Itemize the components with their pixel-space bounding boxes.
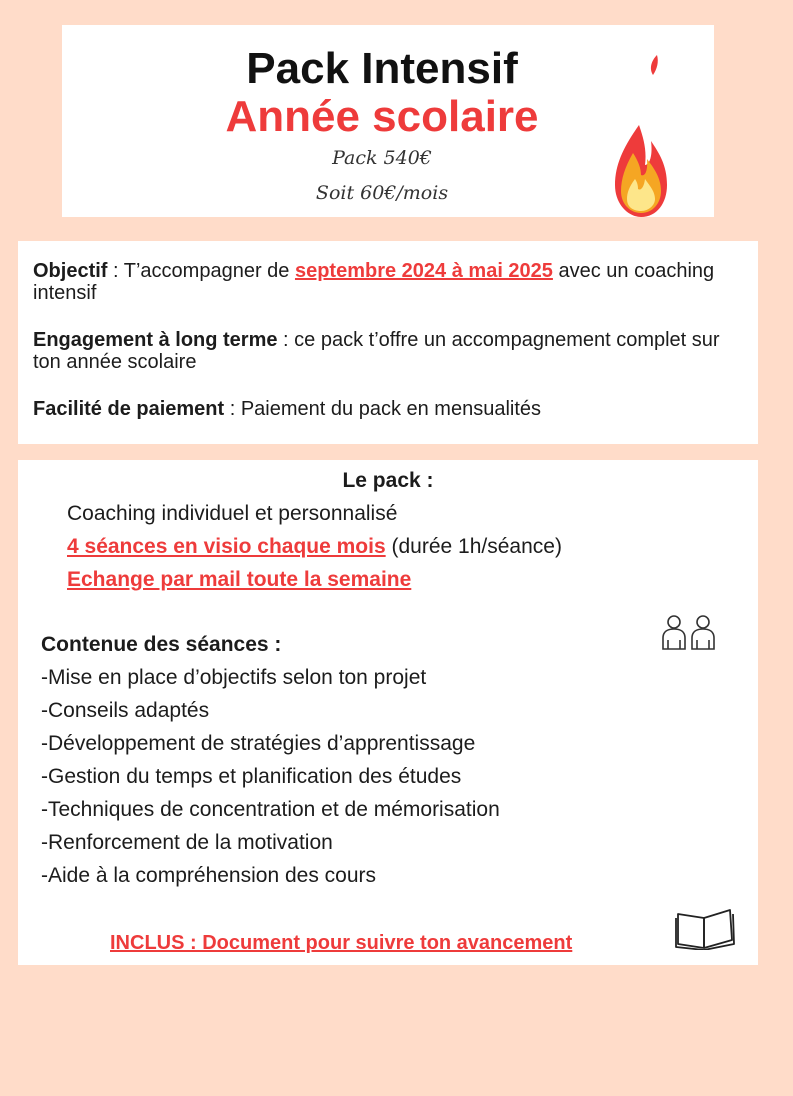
book-icon <box>674 906 736 950</box>
engagement-text: : ce pack t’offre un accompagnement complet sur ton année scolaire <box>33 329 720 373</box>
contenu-item: -Conseils adaptés <box>41 699 210 722</box>
paiement-text: : Paiement du pack en mensualités <box>224 398 542 420</box>
engagement-paragraph <box>33 329 751 373</box>
title-line-2: Année scolaire <box>225 92 539 141</box>
info-card <box>18 241 758 444</box>
pack-echange: Echange par mail toute la semaine <box>67 568 412 591</box>
objectif-dates: septembre 2024 à mai 2025 <box>294 260 553 282</box>
contenu-item: -Gestion du temps et planification des études <box>41 765 462 788</box>
contenu-item: -Développement de stratégies d’apprentissage <box>41 732 476 755</box>
inclus-note: INCLUS : Document pour suivre ton avancement <box>110 932 573 954</box>
header-card <box>62 25 714 217</box>
paiement-paragraph <box>33 398 751 420</box>
contenu-title: Contenue des séances : <box>41 633 282 656</box>
title-line-1: Pack Intensif <box>246 44 518 93</box>
engagement-label: Engagement à long terme <box>33 329 278 351</box>
contenu-item: -Renforcement de la motivation <box>41 831 333 854</box>
price-monthly: Soit 60€/mois <box>315 182 449 204</box>
objectif-label: Objectif <box>33 260 108 282</box>
contenu-item: -Aide à la compréhension des cours <box>41 864 377 887</box>
seances-highlight: 4 séances en visio chaque mois <box>67 535 386 558</box>
price-total: Pack 540€ <box>332 147 432 169</box>
pack-card <box>18 460 758 965</box>
objectif-paragraph <box>33 260 751 304</box>
pack-seances <box>67 535 562 559</box>
flame-icon <box>607 53 669 219</box>
pack-title: Le pack : <box>342 469 434 492</box>
pack-coaching: Coaching individuel et personnalisé <box>67 502 398 525</box>
objectif-text: : T’accompagner de <box>107 260 295 282</box>
paiement-label: Facilité de paiement <box>33 398 225 420</box>
people-icon <box>660 614 718 650</box>
contenu-item: -Mise en place d’objectifs selon ton projet <box>41 666 427 689</box>
objectif-text-end: avec un coaching intensif <box>33 260 715 304</box>
contenu-item: -Techniques de concentration et de mémorisation <box>41 798 500 821</box>
seances-detail: (durée 1h/séance) <box>385 535 562 558</box>
